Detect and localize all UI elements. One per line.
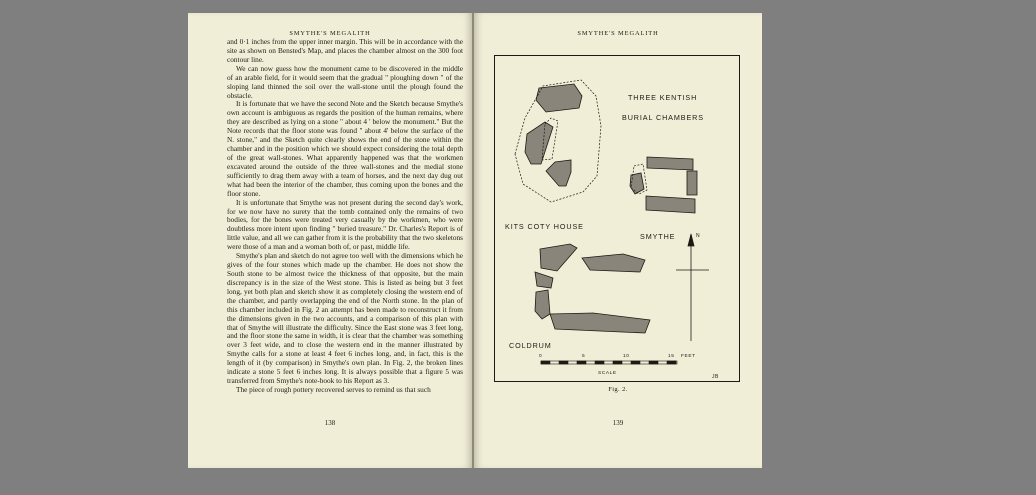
page-number-right: 139: [612, 419, 624, 427]
running-head-right: SMYTHE'S MEGALITH: [577, 30, 659, 37]
paragraph: and 0·1 inches from the upper inner margin. This will be in accordance with the site as shown on Bensted's Map, and places the chamber almost on the 300 foot contour line.: [227, 37, 463, 64]
figure-title-line1: THREE KENTISH: [628, 93, 698, 102]
burial-chambers-plan: [495, 56, 741, 383]
smythe-stone-west: [630, 173, 644, 194]
coldrum-stone-3: [535, 272, 553, 288]
label-smythe: SMYTHE: [640, 232, 676, 241]
label-kits-coty-house: KITS COTY HOUSE: [505, 222, 584, 231]
smythe-stone-east: [687, 171, 697, 195]
north-label: N: [696, 233, 701, 239]
coldrum-stone-4: [535, 290, 550, 319]
north-arrow-icon: [676, 234, 709, 341]
label-coldrum: COLDRUM: [509, 341, 552, 350]
coldrum-stone-5: [550, 313, 650, 333]
scale-tick-label: 15: [668, 354, 675, 359]
left-page: [188, 13, 472, 468]
coldrum-stone-1: [540, 244, 577, 271]
paragraph: We can now guess how the monument came to be discovered in the middle of an arable field, for it would seem that the gradual " ploughing down " of the sloping land thinned the soil over the wall-stone until the plough found the obstacle.: [227, 63, 463, 100]
scale-label: SCALE: [598, 371, 617, 376]
kits-coty-stone-right: [546, 160, 571, 186]
kits-coty-stone-left: [525, 122, 553, 164]
artist-mark: JB: [712, 374, 719, 380]
running-head-left: SMYTHE'S MEGALITH: [289, 30, 371, 37]
paragraph: It is unfortunate that Smythe was not present during the second day's work, for we now have no surety that the tomb contained only the remains of two bodies, for the bones were treated very casually by the workmen, who were doubtless more intent upon finding " buried treasure." Dr. Charles's Report is of little value, and all we can gather from it is the probability that the two skeletons were those of a man and a woman both of, or past, middle life.: [227, 197, 463, 252]
scale-tick-label: 10: [623, 354, 630, 359]
right-page: [474, 13, 762, 468]
coldrum-stone-2: [582, 254, 645, 272]
smythe-stone-south: [646, 196, 695, 213]
scale-bar: [541, 361, 677, 364]
scale-tick-label: 5: [582, 354, 586, 359]
figure-caption: Fig. 2.: [608, 386, 628, 393]
page-number-left: 138: [324, 419, 336, 427]
scale-unit: FEET: [681, 354, 696, 359]
kits-coty-stone-cap: [536, 84, 582, 112]
figure-frame: [494, 55, 740, 382]
figure-title-line2: BURIAL CHAMBERS: [622, 113, 704, 122]
paragraph: The piece of rough pottery recovered serves to remind us that such: [236, 384, 431, 394]
scale-tick-label: 0: [539, 354, 543, 359]
body-text: [227, 38, 463, 395]
paragraph: It is fortunate that we have the second Note and the Sketch because Smythe's own account is ambiguous as regards the position of the human remains, where they are described as lying on a stone " about 4 ' below the monument." But the Note records that the floor stone was found " about 4' below the surface of the N. stone," and the Sketch quite clearly shows the end of the stone within the chamber and in the position which we should expect considering the total depth of the great wall-stones. What apparently happened was that the workmen excavated around the outside of the three wall-stones and the medial stone sufficiently to drag them away with a team of horses, and the next day dug out what had been the interior of the chamber, thus coming upon the bones and the floor stone.: [227, 99, 463, 198]
paragraph: Smythe's plan and sketch do not agree too well with the dimensions which he gives of the four stones which made up the chamber. He does not show the South stone to be almost twice the thickness of that opposite, but the main discrepancy is in the size of the West stone. This is listed as being but 3 feet long, yet both plan and sketch show it as completely closing the western end of the chamber, and partly overlapping the end of the North stone. In the plan of this chamber included in Fig. 2 an attempt has been made to reconstruct it from the dimensions given in the two accounts, and a comparison of this plan with that of Smythe will illustrate the difficulty. Since the East stone was 3 feet long, and the floor stone the same in width, it is clear that the chamber was something over 3 feet wide, and to close the western end in the manner illustrated by Smythe calls for a stone at least 4 feet 6 inches long, and, in fact, this is the length of it (by comparison) in Smythe's own plan. In Fig. 2, the broken lines indicate a stone 5 feet 6 inches long. It is always possible that a figure 5 was transferred from Smythe's note-book to his Report as 3.: [227, 251, 463, 386]
book-spread: [188, 13, 762, 468]
smythe-stone-north: [647, 157, 693, 170]
